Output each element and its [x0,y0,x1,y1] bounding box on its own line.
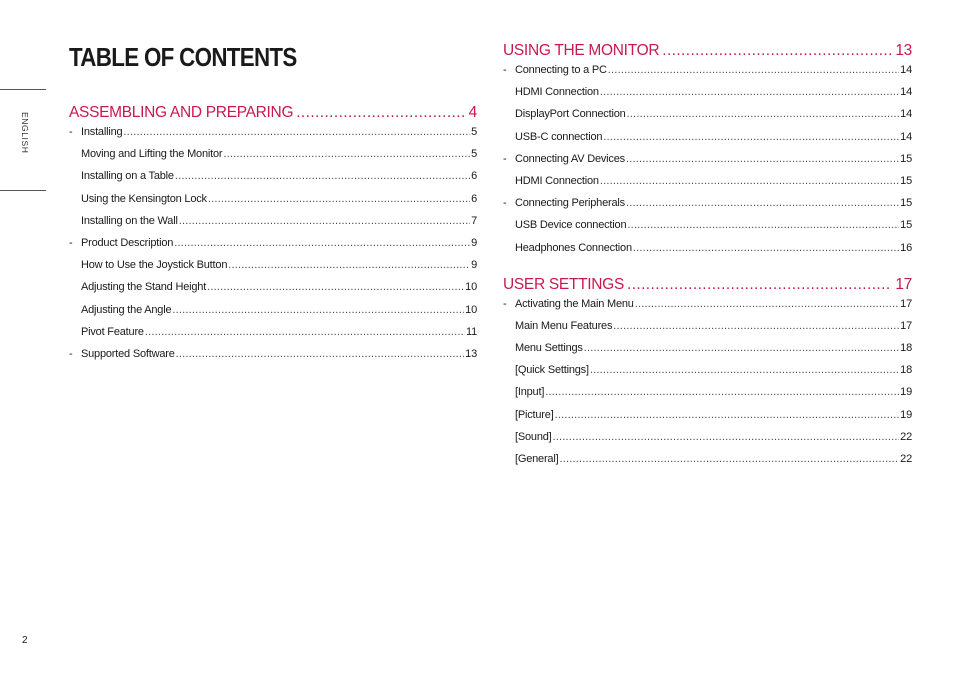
entry-page-number: 15 [900,174,912,187]
entry-page-number: 6 [471,192,477,205]
entry-page-number: 9 [471,259,477,272]
entry-page-number: 14 [900,130,912,143]
entry-page-number: 10 [465,281,477,294]
toc-entry[interactable] [69,193,477,215]
toc-entry[interactable] [503,219,912,241]
entry-label: DisplayPort Connection [515,108,626,121]
entry-page-number: 17 [900,297,912,310]
toc-entry[interactable] [503,108,912,130]
entry-label: Adjusting the Angle [81,303,172,316]
entry-label: Main Menu Features [515,319,613,332]
entry-page-number: 15 [900,219,912,232]
entry-label: Menu Settings [515,342,583,355]
toc-entry[interactable] [69,126,477,148]
toc-section-heading[interactable] [503,42,912,64]
entry-page-number: 9 [471,236,477,249]
section-page-number: 4 [468,104,477,121]
dot-leader [608,64,899,76]
entry-label: Installing on the Wall [81,214,178,227]
dot-leader [172,304,464,316]
entry-bullet: - [503,197,507,210]
entry-bullet: - [503,152,507,165]
entry-label: Pivot Feature [81,325,144,338]
entry-label: [Picture] [515,408,554,421]
dot-leader [174,237,470,249]
dot-leader [633,242,899,254]
dot-leader [553,431,900,443]
entry-bullet: - [503,64,507,76]
dot-leader [176,348,465,360]
entry-bullet: - [69,347,73,360]
toc-entry[interactable] [69,281,477,303]
section-page-number: 13 [895,42,912,59]
dot-leader [145,326,465,338]
entry-label: Installing on a Table [81,170,174,183]
dot-leader [208,193,470,205]
entry-page-number: 14 [900,108,912,121]
toc-section-heading[interactable] [503,276,912,298]
entry-label: Adjusting the Stand Height [81,281,207,294]
entry-label: [Input] [515,386,545,399]
entry-label: [Quick Settings] [515,364,589,377]
entry-bullet: - [69,126,73,138]
entry-page-number: 22 [900,430,912,443]
entry-label: USB Device connection [515,219,627,232]
dot-leader [207,281,464,293]
section-title: USING THE MONITOR [503,42,660,59]
entry-label: Connecting AV Devices [515,152,625,165]
entry-page-number: 7 [471,214,477,227]
entry-page-number: 17 [900,319,912,332]
dot-leader [627,276,892,294]
dot-leader [600,86,899,98]
entry-page-number: 5 [471,126,477,138]
toc-entry[interactable] [503,131,912,153]
dot-leader [635,298,899,310]
entry-page-number: 19 [900,386,912,399]
toc-section-heading[interactable] [69,104,477,126]
entry-label: USB-C connection [515,130,603,143]
dot-leader [600,175,899,187]
entry-label: Connecting to a PC [515,64,607,76]
section-page-number: 17 [895,275,912,293]
entry-label: Supported Software [81,347,175,360]
entry-label: Activating the Main Menu [515,297,634,310]
entry-page-number: 19 [900,408,912,421]
entry-label: Using the Kensington Lock [81,192,207,205]
entry-label: Installing [81,126,123,138]
section-gap [503,264,912,276]
entry-page-number: 15 [900,152,912,165]
dot-leader [228,259,470,271]
entry-page-number: 5 [471,148,477,161]
entry-label: Product Description [81,236,174,249]
dot-leader [179,215,470,227]
toc-entry[interactable] [69,348,477,370]
entry-label: HDMI Connection [515,86,599,99]
dot-leader [296,104,465,122]
toc-entry[interactable] [69,148,477,170]
toc-entry[interactable] [503,175,912,197]
dot-leader [627,219,899,231]
dot-leader [584,342,899,354]
toc-entry[interactable] [503,386,912,408]
entry-label: Moving and Lifting the Monitor [81,148,223,161]
dot-leader [555,409,900,421]
toc-right-column [503,42,912,475]
toc-entry[interactable] [503,364,912,386]
entry-page-number: 22 [900,453,912,465]
entry-bullet: - [69,236,73,249]
toc-entry[interactable] [69,170,477,192]
entry-label: How to Use the Joystick Button [81,259,228,272]
entry-page-number: 11 [465,325,477,338]
page-title: TABLE OF CONTENTS [69,42,297,72]
toc-entry[interactable] [69,304,477,326]
entry-page-number: 13 [465,347,477,360]
side-rule-bottom [0,190,46,191]
entry-page-number: 6 [471,170,477,183]
dot-leader [626,197,899,209]
section-title: ASSEMBLING AND PREPARING [69,104,294,121]
entry-label: Connecting Peripherals [515,197,625,210]
toc-entry[interactable] [503,197,912,219]
dot-leader [613,320,899,332]
entry-page-number: 10 [465,303,477,316]
page-number: 2 [22,635,28,646]
toc-entry[interactable] [503,298,912,320]
dot-leader [559,453,899,465]
toc-entry[interactable] [69,215,477,237]
dot-leader [603,131,899,143]
dot-leader [626,153,899,165]
entry-label: [Sound] [515,430,552,443]
toc-entry[interactable] [503,242,912,264]
entry-bullet: - [503,297,507,310]
dot-leader [545,386,899,398]
dot-leader [123,126,470,138]
entry-label: HDMI Connection [515,174,599,187]
toc-left-column [69,104,477,370]
toc-entry[interactable] [69,326,477,348]
dot-leader [223,148,470,160]
toc-entry[interactable] [69,237,477,259]
side-rule-top [0,89,46,90]
entry-page-number: 14 [900,64,912,76]
entry-page-number: 15 [900,197,912,210]
toc-entry[interactable] [503,431,912,453]
dot-leader [590,364,899,376]
dot-leader [662,42,892,60]
toc-entry[interactable] [503,342,912,364]
toc-entry[interactable] [503,453,912,475]
section-title: USER SETTINGS [503,275,624,293]
toc-entry[interactable] [503,153,912,175]
toc-entry[interactable] [503,64,912,86]
entry-page-number: 18 [900,342,912,355]
entry-page-number: 16 [900,241,912,254]
toc-entry[interactable] [69,259,477,281]
entry-page-number: 18 [900,364,912,377]
language-label: ENGLISH [20,112,30,154]
dot-leader [627,108,900,120]
toc-entry[interactable] [503,86,912,108]
toc-entry[interactable] [503,409,912,431]
entry-label: [General] [515,453,559,465]
entry-page-number: 14 [900,86,912,99]
dot-leader [175,170,470,182]
entry-label: Headphones Connection [515,241,632,254]
toc-entry[interactable] [503,320,912,342]
